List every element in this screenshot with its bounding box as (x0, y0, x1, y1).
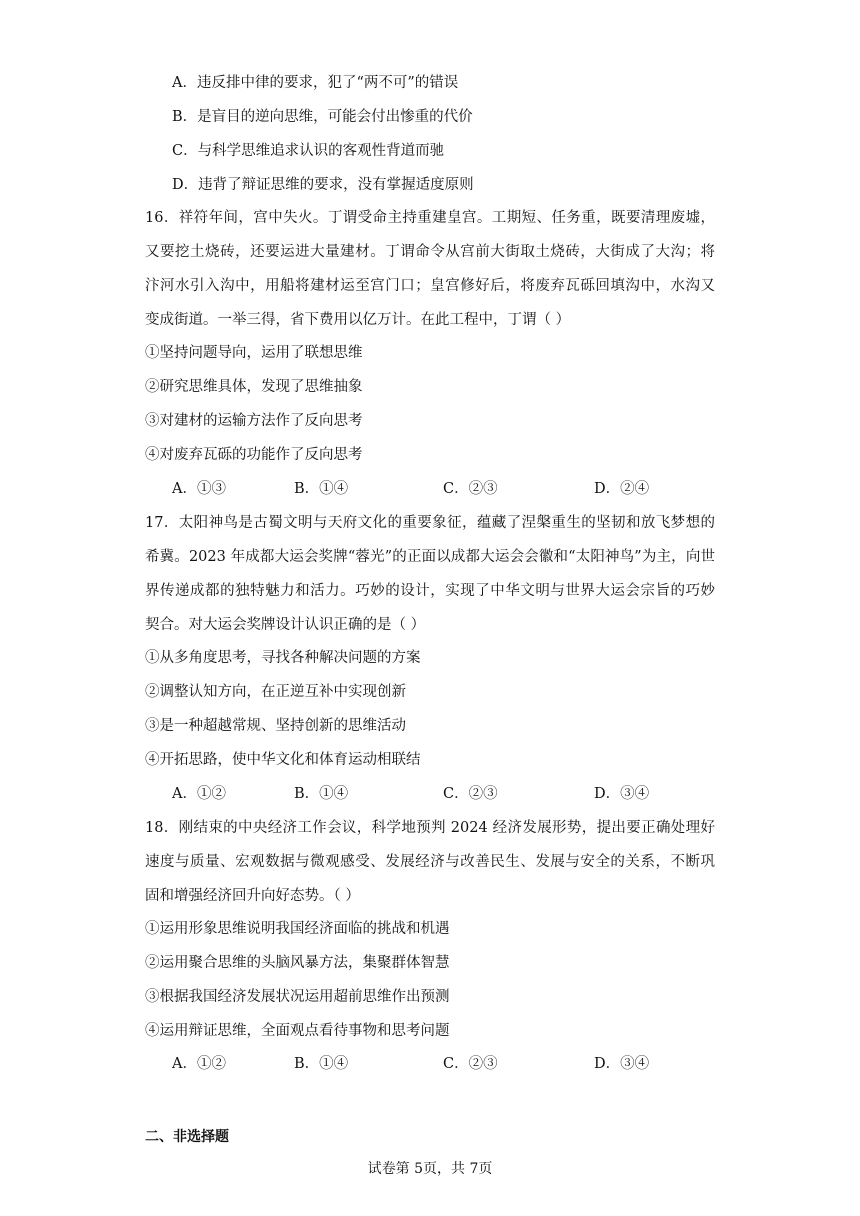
q18-stem-line: 固和增强经济回升向好态势。（ ） (145, 888, 360, 904)
q18-statement-1: ①运用形象思维说明我国经济面临的挑战和机遇 (145, 921, 450, 937)
q17-stem-line: 契合。对大运会奖牌设计认识正确的是（ ） (145, 617, 426, 633)
q18-choices (172, 1054, 692, 1074)
q17-choices (172, 784, 692, 804)
q17-choice-d: D．③④ (594, 786, 650, 802)
q18-choice-d: D．③④ (594, 1056, 650, 1072)
q16-choices (172, 479, 692, 499)
page-footer: 试卷第 5页，共 7页 (367, 1161, 493, 1177)
q17-statement-1: ①从多角度思考，寻找各种解决问题的方案 (145, 650, 421, 666)
q18-statement-4: ④运用辩证思维，全面观点看待事物和思考问题 (145, 1023, 450, 1039)
q18-stem-line: 18．刚结束的中央经济工作会议，科学地预判 2024 经济发展形势，提出要正确处理好 (145, 820, 715, 836)
q17-statement-4: ④开拓思路，使中华文化和体育运动相联结 (145, 752, 421, 768)
q17-stem-line: 17．太阳神鸟是古蜀文明与天府文化的重要象征，蕴藏了涅槃重生的坚韧和放飞梦想的 (145, 515, 715, 531)
q18-choice-a: A．①② (172, 1056, 226, 1072)
q17-choice-a: A．①② (172, 786, 226, 802)
q16-stem-line: 又要挖土烧砖，还要运进大量建材。丁谓命令从宫前大街取土烧砖，大街成了大沟；将 (145, 244, 715, 260)
q18-statement-3: ③根据我国经济发展状况运用超前思维作出预测 (145, 989, 450, 1005)
q18-statement-2: ②运用聚合思维的头脑风暴方法，集聚群体智慧 (145, 955, 450, 971)
q17-stem-line: 希冀。2023 年成都大运会奖牌“蓉光”的正面以成都大运会会徽和“太阳神鸟”为主，向世 (145, 549, 715, 565)
q16-choice-b: B．①④ (294, 481, 349, 497)
q16-stem-line: 变成街道。一举三得，省下费用以亿万计。在此工程中，丁谓（ ） (145, 312, 571, 328)
q15-option-c: C．与科学思维追求认识的客观性背道而驰 (172, 143, 445, 159)
q17-statement-2: ②调整认知方向，在正逆互补中实现创新 (145, 684, 406, 700)
q16-statement-1: ①坚持问题导向，运用了联想思维 (145, 345, 363, 361)
q17-choice-c: C．②③ (443, 786, 498, 802)
q16-statement-4: ④对废弃瓦砾的功能作了反向思考 (145, 447, 363, 463)
q15-option-d: D．违背了辩证思维的要求，没有掌握适度原则 (172, 177, 474, 193)
q16-statement-3: ③对建材的运输方法作了反向思考 (145, 413, 363, 429)
q18-stem-line: 速度与质量、宏观数据与微观感受、发展经济与改善民生、发展与安全的关系，不断巩 (145, 854, 715, 870)
q15-option-a: A．违反排中律的要求，犯了“两不可”的错误 (172, 75, 459, 91)
q16-choice-d: D．②④ (594, 481, 650, 497)
q17-statement-3: ③是一种超越常规、坚持创新的思维活动 (145, 718, 406, 734)
q17-stem-line: 界传递成都的独特魅力和活力。巧妙的设计，实现了中华文明与世界大运会宗旨的巧妙 (145, 583, 715, 599)
q18-choice-b: B．①④ (294, 1056, 349, 1072)
q17-choice-b: B．①④ (294, 786, 349, 802)
q16-choice-c: C．②③ (443, 481, 498, 497)
q15-option-b: B．是盲目的逆向思维，可能会付出惨重的代价 (172, 109, 473, 125)
q18-choice-c: C．②③ (443, 1056, 498, 1072)
q16-stem-line: 16．祥符年间，宫中失火。丁谓受命主持重建皇宫。工期短、任务重，既要清理废墟， (145, 210, 715, 226)
q16-statement-2: ②研究思维具体，发现了思维抽象 (145, 379, 363, 395)
q16-stem-line: 汴河水引入沟中，用船将建材运至宫门口；皇宫修好后，将废弃瓦砾回填沟中，水沟又 (145, 278, 715, 294)
section-heading: 二、非选择题 (145, 1129, 229, 1145)
q16-choice-a: A．①③ (172, 481, 226, 497)
